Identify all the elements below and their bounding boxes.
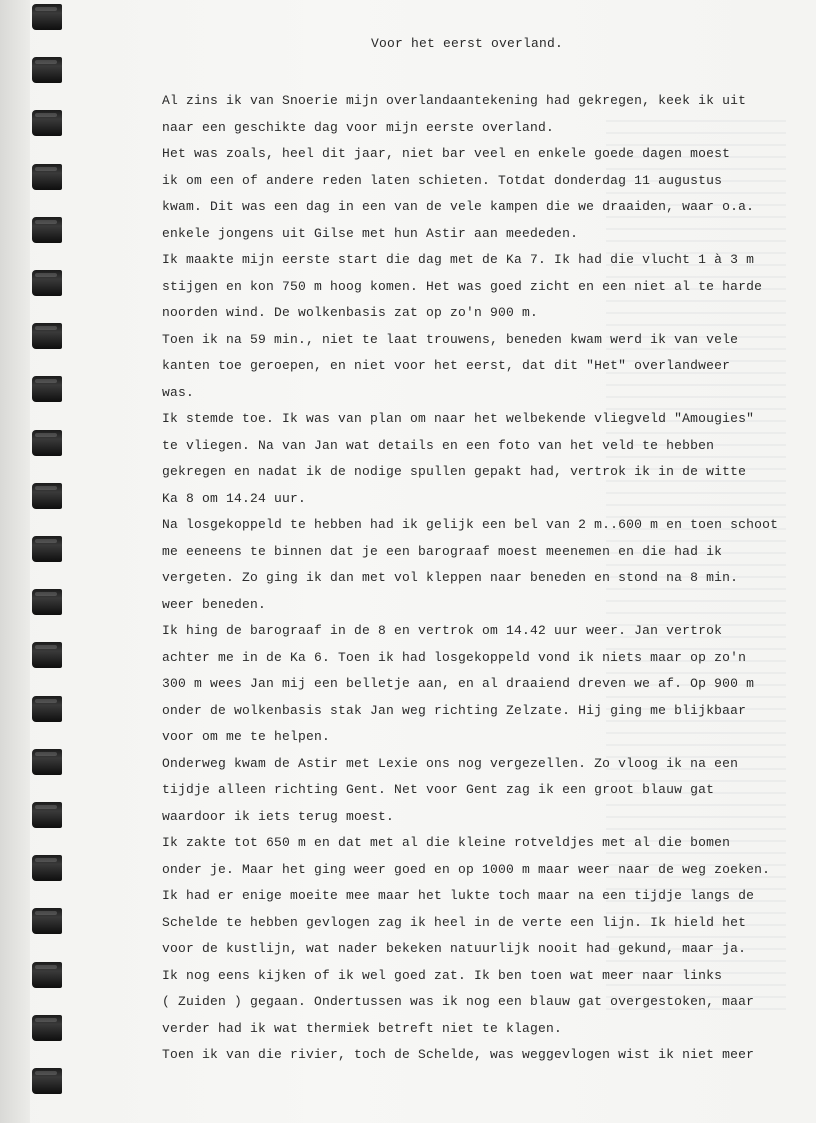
- binding-ring: [30, 802, 70, 832]
- text-line: gekregen en nadat ik de nodige spullen gepakt had, vertrok ik in de witte: [162, 464, 747, 479]
- spiral-binding: [0, 0, 80, 1123]
- text-line: was.: [162, 384, 195, 400]
- text-line: Ik nog eens kijken of ik wel goed zat. Ik ben toen wat meer naar links: [162, 967, 723, 983]
- text-line: ik om een of andere reden laten schieten. Totdat donderdag 11 augustus: [162, 172, 723, 188]
- text-line: ( Zuiden ) gegaan. Ondertussen was ik nog een blauw gat overgestoken, maar: [162, 994, 755, 1009]
- binding-ring: [30, 1068, 70, 1098]
- binding-ring: [30, 1015, 70, 1045]
- text-line: kwam. Dit was een dag in een van de vele kampen die we draaiden, waar o.a.: [162, 199, 755, 214]
- binding-ring: [30, 536, 70, 566]
- text-line: vergeten. Zo ging ik dan met vol kleppen naar beneden en stond na 8 min.: [162, 570, 739, 585]
- text-line: kanten toe geroepen, en niet voor het eerst, dat dit "Het" overlandweer: [162, 358, 731, 373]
- text-line: Ik maakte mijn eerste start die dag met de Ka 7. Ik had die vlucht 1 à 3 m: [162, 252, 755, 267]
- binding-ring: [30, 110, 70, 140]
- text-line: Ik had er enige moeite mee maar het lukte toch maar na een tijdje langs de: [162, 888, 755, 903]
- binding-ring: [30, 376, 70, 406]
- text-line: stijgen en kon 750 m hoog komen. Het was goed zicht en een niet al te harde: [162, 278, 763, 294]
- text-line: Ik zakte tot 650 m en dat met al die kleine rotveldjes met al die bomen: [162, 835, 731, 850]
- text-line: Al zins ik van Snoerie mijn overlandaantekening had gekregen, keek ik uit: [162, 93, 747, 108]
- text-line: Ik stemde toe. Ik was van plan om naar het welbekende vliegveld "Amougies": [162, 411, 755, 426]
- body-lines: [162, 88, 779, 1069]
- binding-ring: [30, 323, 70, 353]
- text-line: Ka 8 om 14.24 uur.: [162, 490, 307, 506]
- binding-ring: [30, 962, 70, 992]
- text-line: Na losgekoppeld te hebben had ik gelijk een bel van 2 m..600 m en toen schoot: [162, 517, 779, 532]
- text-line: voor de kustlijn, wat nader bekeken natuurlijk nooit had gekund, maar ja.: [162, 941, 747, 956]
- text-line: Het was zoals, heel dit jaar, niet bar veel en enkele goede dagen moest: [162, 146, 731, 161]
- text-line: enkele jongens uit Gilse met hun Astir aan meededen.: [162, 225, 579, 241]
- text-line: verder had ik wat thermiek betreft niet te klagen.: [162, 1020, 563, 1036]
- text-line: achter me in de Ka 6. Toen ik had losgekoppeld vond ik niets maar op zo'n: [162, 649, 747, 665]
- text-line: tijdje alleen richting Gent. Net voor Gent zag ik een groot blauw gat: [162, 782, 715, 797]
- text-line: 300 m wees Jan mij een belletje aan, en al draaiend dreven we af. Op 900 m: [162, 676, 755, 691]
- text-line: Onderweg kwam de Astir met Lexie ons nog vergezellen. Zo vloog ik na een: [162, 755, 739, 771]
- binding-ring: [30, 483, 70, 513]
- text-line: onder je. Maar het ging weer goed en op 1000 m maar weer naar de weg zoeken.: [162, 861, 771, 877]
- text-line: te vliegen. Na van Jan wat details en een foto van het veld te hebben: [162, 437, 715, 453]
- binding-ring: [30, 164, 70, 194]
- text-line: me eeneens te binnen dat je een barograaf moest meenemen en die had ik: [162, 543, 723, 559]
- text-line: naar een geschikte dag voor mijn eerste overland.: [162, 119, 555, 135]
- binding-ring: [30, 908, 70, 938]
- binding-ring: [30, 642, 70, 672]
- text-line: noorden wind. De wolkenbasis zat op zo'n 900 m.: [162, 305, 539, 320]
- typewritten-text: [162, 30, 779, 1069]
- page-title: Voor het eerst overland.: [370, 36, 564, 51]
- text-line: Schelde te hebben gevlogen zag ik heel in de verte een lijn. Ik hield het: [162, 914, 747, 930]
- binding-ring: [30, 270, 70, 300]
- binding-ring: [30, 696, 70, 726]
- binding-ring: [30, 589, 70, 619]
- binding-ring: [30, 430, 70, 460]
- text-line: Ik hing de barograaf in de 8 en vertrok om 14.42 uur weer. Jan vertrok: [162, 623, 723, 638]
- text-line: Toen ik na 59 min., niet te laat trouwens, beneden kwam werd ik van vele: [162, 331, 739, 347]
- binding-ring: [30, 4, 70, 34]
- text-line: onder de wolkenbasis stak Jan weg richting Zelzate. Hij ging me blijkbaar: [162, 702, 747, 718]
- binding-ring: [30, 749, 70, 779]
- text-line: waardoor ik iets terug moest.: [162, 808, 395, 824]
- binding-ring: [30, 217, 70, 247]
- text-line: Toen ik van die rivier, toch de Schelde, was weggevlogen wist ik niet meer: [162, 1047, 755, 1062]
- binding-shadow: [0, 0, 30, 1123]
- text-line: voor om me te helpen.: [162, 729, 331, 744]
- binding-ring: [30, 855, 70, 885]
- text-line: weer beneden.: [162, 596, 267, 612]
- binding-ring: [30, 57, 70, 87]
